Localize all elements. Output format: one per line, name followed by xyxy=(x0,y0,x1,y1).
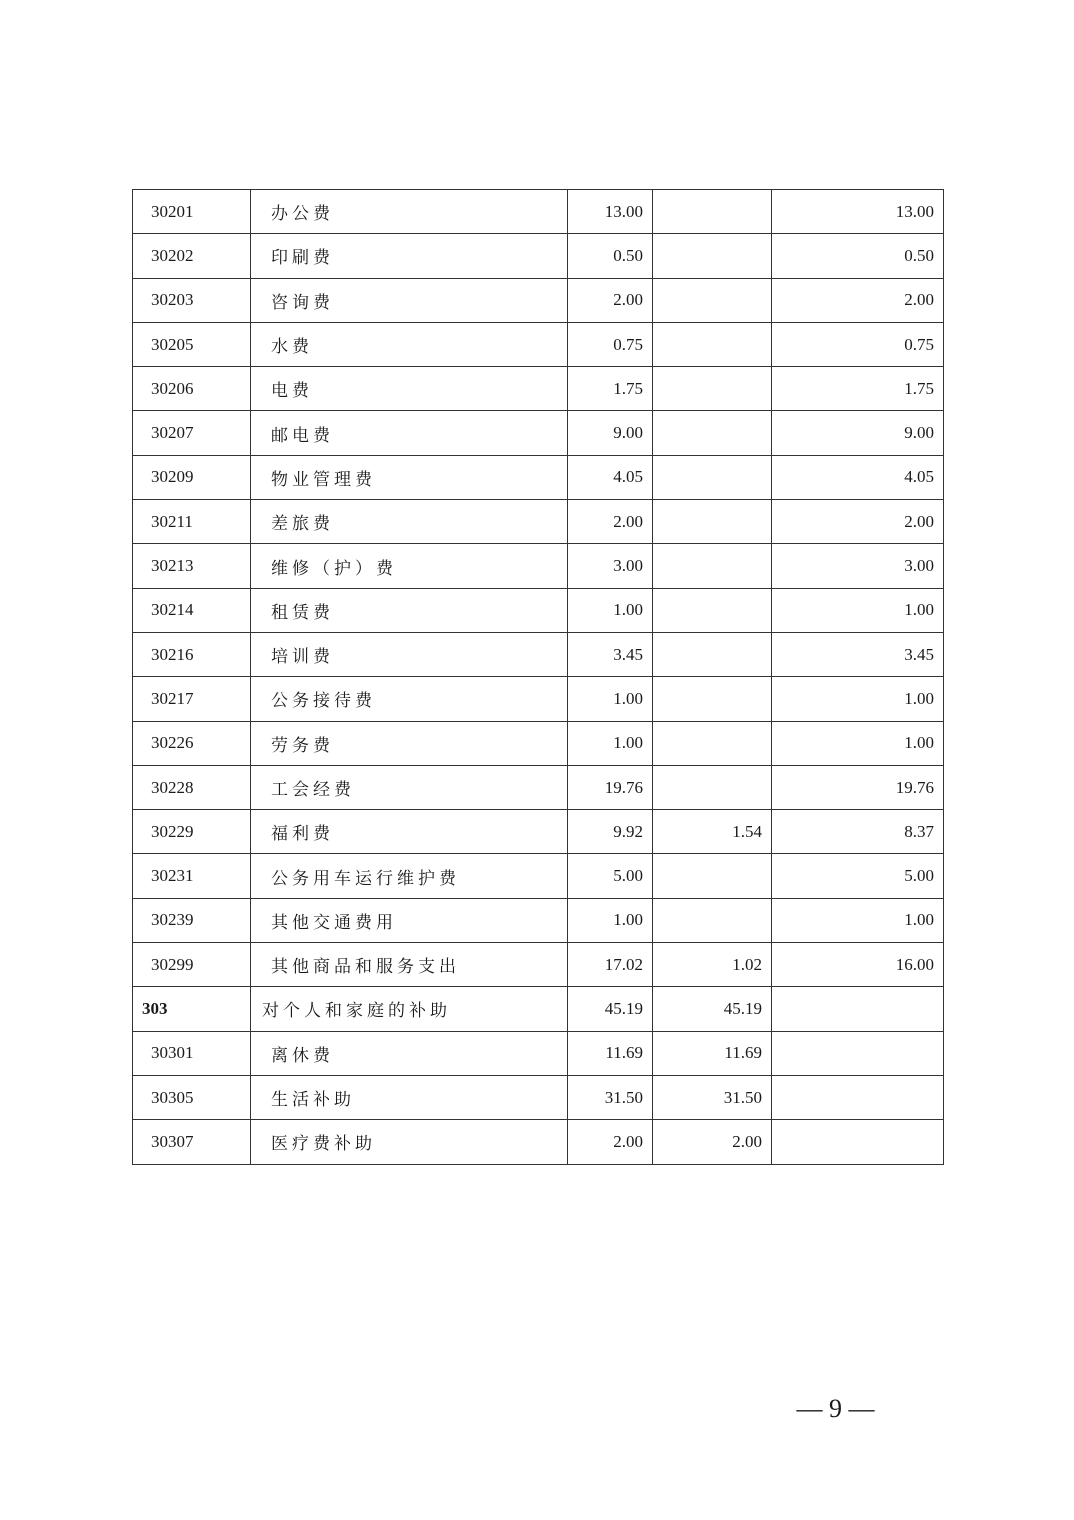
table-row xyxy=(133,854,944,898)
cell-basic xyxy=(653,500,772,544)
cell-name: 办公费 xyxy=(251,190,568,234)
cell-code: 30211 xyxy=(133,500,251,544)
cell-code: 30205 xyxy=(133,322,251,366)
cell-total: 13.00 xyxy=(568,190,653,234)
cell-code: 30216 xyxy=(133,632,251,676)
cell-code: 30209 xyxy=(133,455,251,499)
cell-name: 医疗费补助 xyxy=(251,1120,568,1164)
table-row xyxy=(133,455,944,499)
cell-code: 30231 xyxy=(133,854,251,898)
cell-name: 工会经费 xyxy=(251,765,568,809)
cell-total: 1.00 xyxy=(568,721,653,765)
table-row xyxy=(133,588,944,632)
table-row xyxy=(133,1120,944,1164)
cell-code: 30207 xyxy=(133,411,251,455)
table-row xyxy=(133,411,944,455)
table-row xyxy=(133,898,944,942)
cell-name: 公务用车运行维护费 xyxy=(251,854,568,898)
cell-project: 1.75 xyxy=(772,367,944,411)
cell-project: 1.00 xyxy=(772,721,944,765)
cell-code: 30206 xyxy=(133,367,251,411)
cell-basic xyxy=(653,765,772,809)
cell-code: 30301 xyxy=(133,1031,251,1075)
table-row xyxy=(133,278,944,322)
cell-basic xyxy=(653,632,772,676)
cell-code: 30202 xyxy=(133,234,251,278)
table-row xyxy=(133,500,944,544)
cell-total: 11.69 xyxy=(568,1031,653,1075)
cell-basic xyxy=(653,455,772,499)
cell-project: 4.05 xyxy=(772,455,944,499)
cell-total: 45.19 xyxy=(568,987,653,1031)
cell-basic xyxy=(653,854,772,898)
cell-name: 印刷费 xyxy=(251,234,568,278)
cell-basic xyxy=(653,721,772,765)
cell-name: 公务接待费 xyxy=(251,677,568,721)
table-row xyxy=(133,810,944,854)
cell-project xyxy=(772,1031,944,1075)
table-row xyxy=(133,322,944,366)
cell-total: 9.00 xyxy=(568,411,653,455)
cell-project: 1.00 xyxy=(772,677,944,721)
cell-name: 其他商品和服务支出 xyxy=(251,943,568,987)
cell-basic xyxy=(653,677,772,721)
cell-project: 3.45 xyxy=(772,632,944,676)
cell-total: 1.00 xyxy=(568,898,653,942)
cell-name: 物业管理费 xyxy=(251,455,568,499)
cell-total: 1.00 xyxy=(568,677,653,721)
cell-total: 2.00 xyxy=(568,278,653,322)
cell-project: 13.00 xyxy=(772,190,944,234)
table-row xyxy=(133,544,944,588)
cell-basic: 11.69 xyxy=(653,1031,772,1075)
cell-project xyxy=(772,1120,944,1164)
cell-project: 2.00 xyxy=(772,500,944,544)
cell-project: 1.00 xyxy=(772,588,944,632)
cell-total: 2.00 xyxy=(568,1120,653,1164)
cell-total: 3.45 xyxy=(568,632,653,676)
cell-project: 1.00 xyxy=(772,898,944,942)
cell-code: 30307 xyxy=(133,1120,251,1164)
table-row xyxy=(133,367,944,411)
cell-total: 17.02 xyxy=(568,943,653,987)
cell-code: 303 xyxy=(133,987,251,1031)
cell-basic xyxy=(653,898,772,942)
cell-project: 9.00 xyxy=(772,411,944,455)
cell-total: 19.76 xyxy=(568,765,653,809)
cell-basic xyxy=(653,322,772,366)
cell-project: 0.50 xyxy=(772,234,944,278)
table-row xyxy=(133,943,944,987)
cell-basic: 1.02 xyxy=(653,943,772,987)
cell-name: 福利费 xyxy=(251,810,568,854)
cell-basic xyxy=(653,190,772,234)
cell-project: 3.00 xyxy=(772,544,944,588)
cell-code: 30217 xyxy=(133,677,251,721)
cell-basic xyxy=(653,234,772,278)
cell-name: 对个人和家庭的补助 xyxy=(251,987,568,1031)
cell-project: 19.76 xyxy=(772,765,944,809)
cell-code: 30228 xyxy=(133,765,251,809)
cell-code: 30203 xyxy=(133,278,251,322)
cell-total: 0.75 xyxy=(568,322,653,366)
cell-project: 16.00 xyxy=(772,943,944,987)
cell-project xyxy=(772,1075,944,1119)
table-row xyxy=(133,1075,944,1119)
cell-basic xyxy=(653,544,772,588)
cell-total: 0.50 xyxy=(568,234,653,278)
cell-name: 培训费 xyxy=(251,632,568,676)
cell-name: 邮电费 xyxy=(251,411,568,455)
cell-total: 1.75 xyxy=(568,367,653,411)
cell-basic xyxy=(653,588,772,632)
cell-project xyxy=(772,987,944,1031)
cell-project: 5.00 xyxy=(772,854,944,898)
cell-basic xyxy=(653,278,772,322)
cell-code: 30214 xyxy=(133,588,251,632)
cell-basic xyxy=(653,411,772,455)
cell-code: 30213 xyxy=(133,544,251,588)
cell-basic xyxy=(653,367,772,411)
cell-basic: 2.00 xyxy=(653,1120,772,1164)
table-row xyxy=(133,765,944,809)
table-row xyxy=(133,1031,944,1075)
table-row xyxy=(133,190,944,234)
cell-project: 0.75 xyxy=(772,322,944,366)
expenditure-table xyxy=(132,189,944,1165)
cell-total: 9.92 xyxy=(568,810,653,854)
cell-project: 2.00 xyxy=(772,278,944,322)
cell-name: 水费 xyxy=(251,322,568,366)
cell-total: 1.00 xyxy=(568,588,653,632)
cell-code: 30201 xyxy=(133,190,251,234)
cell-code: 30299 xyxy=(133,943,251,987)
cell-name: 劳务费 xyxy=(251,721,568,765)
table-row xyxy=(133,987,944,1031)
cell-project: 8.37 xyxy=(772,810,944,854)
cell-total: 3.00 xyxy=(568,544,653,588)
page-number: — 9 — xyxy=(796,1394,875,1423)
cell-name: 其他交通费用 xyxy=(251,898,568,942)
cell-code: 30239 xyxy=(133,898,251,942)
cell-code: 30305 xyxy=(133,1075,251,1119)
cell-name: 维修（护）费 xyxy=(251,544,568,588)
cell-name: 差旅费 xyxy=(251,500,568,544)
cell-total: 31.50 xyxy=(568,1075,653,1119)
cell-code: 30226 xyxy=(133,721,251,765)
cell-total: 5.00 xyxy=(568,854,653,898)
table-row xyxy=(133,632,944,676)
cell-basic: 45.19 xyxy=(653,987,772,1031)
cell-name: 咨询费 xyxy=(251,278,568,322)
table-row xyxy=(133,234,944,278)
cell-total: 4.05 xyxy=(568,455,653,499)
cell-name: 生活补助 xyxy=(251,1075,568,1119)
cell-basic: 31.50 xyxy=(653,1075,772,1119)
cell-total: 2.00 xyxy=(568,500,653,544)
cell-name: 离休费 xyxy=(251,1031,568,1075)
cell-code: 30229 xyxy=(133,810,251,854)
cell-name: 租赁费 xyxy=(251,588,568,632)
table-row xyxy=(133,677,944,721)
table-row xyxy=(133,721,944,765)
table-body xyxy=(133,190,944,1165)
cell-name: 电费 xyxy=(251,367,568,411)
cell-basic: 1.54 xyxy=(653,810,772,854)
